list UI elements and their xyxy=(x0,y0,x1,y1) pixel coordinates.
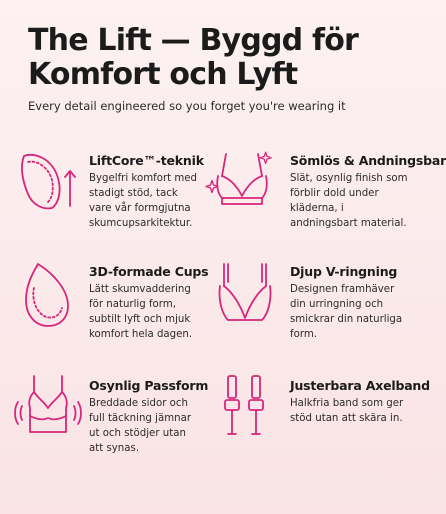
feature-title: Osynlig Passform xyxy=(89,378,209,393)
feature-title: Sömlös & Andningsbar xyxy=(290,153,446,168)
feature-title: Justerbara Axelband xyxy=(290,378,430,393)
feature-title: 3D-formade Cups xyxy=(89,264,209,279)
molded-cup-icon xyxy=(22,260,72,330)
feature-description: Breddade sidor och full täckning jämnar ut och stödjer utan att synas. xyxy=(89,398,192,454)
feature-description: Lätt skumvaddering för naturlig form, subtilt lyft och mjuk komfort hela dagen. xyxy=(89,284,193,340)
feature-title: LiftCore™-teknik xyxy=(89,153,204,168)
feature-description: Bygelfri komfort med stadigt stöd, tack vare vår formgjutna skumcupsarkitektur. xyxy=(89,173,198,229)
bralette-icon xyxy=(10,372,86,442)
cup-lift-icon xyxy=(18,148,80,214)
feature-description: Designen framhäver din urringning och smickrar din naturliga form. xyxy=(290,284,403,340)
feature-description: Slät, osynlig finish som förblir dold under kläderna, i andningsbart material. xyxy=(290,173,408,229)
page-subtitle: Every detail engineered so you forget you're wearing it xyxy=(28,99,346,113)
feature-description: Halkfria band som ger stöd utan att skära in. xyxy=(290,398,404,424)
seamless-bra-icon xyxy=(206,150,278,214)
page-title: The Lift — Byggd för Komfort och Lyft xyxy=(28,23,359,92)
feature-title: Djup V-ringning xyxy=(290,264,398,279)
v-neck-bra-icon xyxy=(214,262,276,326)
strap-icon xyxy=(222,372,266,444)
